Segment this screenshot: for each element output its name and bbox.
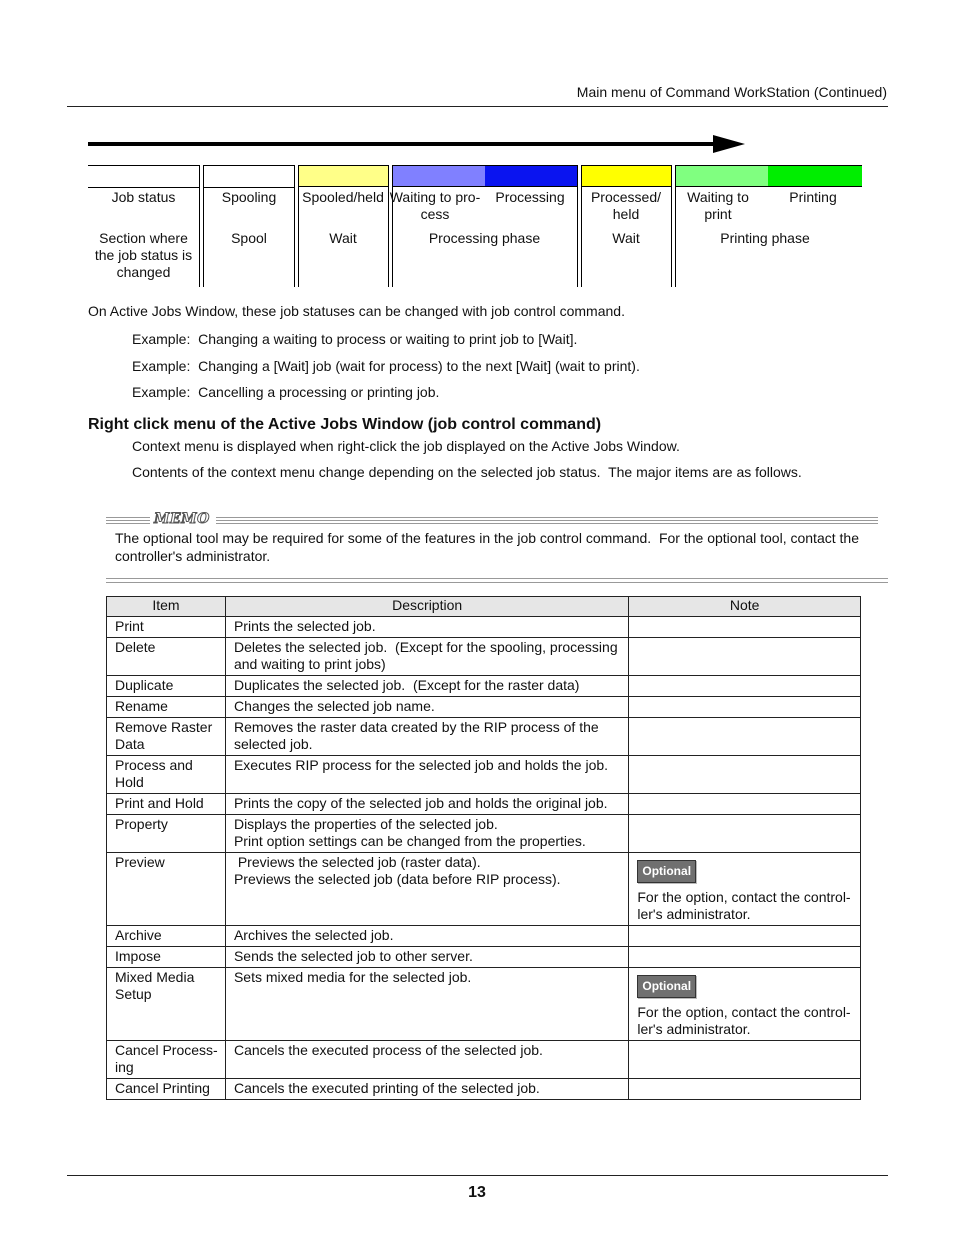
table-row [107, 676, 861, 697]
table-row [107, 853, 861, 926]
item-cell-line: Delete [115, 639, 156, 655]
description-cell [225, 1041, 628, 1079]
memo-bottom-line [106, 582, 888, 583]
table-row [107, 718, 861, 756]
memo-line [106, 523, 150, 524]
example-3: Example: Cancelling a processing or printing job. [132, 384, 440, 400]
item-cell-line: Property [115, 816, 168, 832]
column-divider [392, 165, 393, 287]
example-2: Example: Changing a [Wait] job (wait for process) to the next [Wait] (wait to print). [132, 358, 640, 374]
description-cell [225, 638, 628, 676]
column-header-description: Description [225, 597, 628, 617]
section-processing-phase: Processing phase [428, 230, 541, 246]
note-cell [629, 1079, 861, 1100]
section-paragraph-2: Contents of the context menu change depending on the selected job status. The major items are as follows. [132, 464, 802, 480]
item-cell-line: Cancel Printing [115, 1080, 210, 1096]
note-cell [629, 815, 861, 853]
status-spooled-held: Spooled/held [302, 189, 384, 205]
description-cell-line: Print option settings can be changed from the properties. [233, 833, 586, 849]
memo-line [216, 520, 878, 521]
section-spool: Spool [231, 230, 267, 246]
note-cell [629, 756, 861, 794]
description-cell-line: and waiting to print jobs) [233, 656, 386, 672]
description-cell [225, 718, 628, 756]
swatch-spooled-held [298, 165, 388, 187]
column-divider [671, 165, 672, 287]
table-header-row [107, 597, 861, 617]
description-cell [225, 1079, 628, 1100]
header-top-line [204, 165, 294, 166]
note-cell [629, 718, 861, 756]
column-header-item: Item [107, 597, 226, 617]
item-cell-line: Setup [115, 986, 152, 1002]
table-row [107, 968, 861, 1041]
flow-arrow-line [88, 142, 718, 146]
note-cell-line: ler's administrator. [637, 906, 751, 922]
page-number: 13 [468, 1184, 486, 1201]
table-row [107, 815, 861, 853]
item-cell [107, 815, 226, 853]
description-cell [225, 794, 628, 815]
item-cell [107, 697, 226, 718]
item-cell-line: Remove Raster [115, 719, 213, 735]
section-title: Right click menu of the Active Jobs Window (job control command) [88, 416, 602, 433]
description-cell [225, 676, 628, 697]
note-cell [629, 697, 861, 718]
note-cell [629, 947, 861, 968]
description-cell-line: Archives the selected job. [233, 927, 394, 943]
item-cell-line: Preview [115, 854, 165, 870]
item-cell-line: Rename [115, 698, 168, 714]
description-cell-line: Sets mixed media for the selected job. [233, 969, 472, 985]
note-cell-line: For the option, contact the control- [637, 889, 851, 905]
swatch-waiting-print [676, 165, 768, 187]
section-printing-phase: Printing phase [720, 230, 810, 246]
description-cell-line: Sends the selected job to other server. [233, 948, 473, 964]
item-cell [107, 638, 226, 676]
description-cell [225, 697, 628, 718]
description-cell-line: Previews the selected job (data before RIP process). [233, 871, 561, 887]
header-title: Main menu of Command WorkStation (Continued) [576, 84, 887, 100]
job-status-diagram [88, 128, 863, 288]
column-header-note: Note [629, 597, 861, 617]
table-row [107, 638, 861, 676]
description-cell-line: Executes RIP process for the selected job and holds the job. [233, 757, 609, 773]
header-bottom-line [204, 187, 294, 188]
item-cell-line: Hold [115, 774, 144, 790]
note-cell-line: ler's administrator. [637, 1021, 751, 1037]
column-divider [581, 165, 582, 287]
item-cell-line: ing [115, 1059, 134, 1075]
note-cell [629, 968, 861, 1041]
item-cell-line: Archive [115, 927, 162, 943]
table-row [107, 697, 861, 718]
item-cell-line: Mixed Media [115, 969, 195, 985]
table-row [107, 617, 861, 638]
status-printing: Printing [789, 189, 837, 205]
memo-text-1: The optional tool may be required for some of the features in the job control command. For the optional tool, contact the [115, 530, 859, 546]
description-cell-line: Changes the selected job name. [233, 698, 435, 714]
note-cell-line: For the option, contact the control- [637, 1004, 851, 1020]
item-cell-line: Impose [115, 948, 161, 964]
memo-line [106, 517, 150, 518]
swatch-processing [485, 165, 578, 187]
optional-badge: Optional [637, 975, 696, 998]
item-cell [107, 718, 226, 756]
swatch-processed-held [581, 165, 671, 187]
header-bottom-line [88, 187, 199, 188]
column-divider [298, 165, 299, 287]
description-cell [225, 853, 628, 926]
column-divider [675, 165, 676, 287]
item-cell [107, 617, 226, 638]
section-wait-1: Wait [329, 230, 357, 246]
description-cell [225, 815, 628, 853]
swatch-printing [768, 165, 862, 187]
job-control-command-table [106, 596, 861, 1100]
table-row [107, 947, 861, 968]
item-cell [107, 756, 226, 794]
note-cell [629, 926, 861, 947]
description-cell [225, 617, 628, 638]
description-cell-line: Displays the properties of the selected job. [233, 816, 498, 832]
item-cell-line: Print and Hold [115, 795, 204, 811]
column-divider [203, 165, 204, 287]
item-cell [107, 1079, 226, 1100]
note-cell [629, 1041, 861, 1079]
item-cell-line: Data [115, 736, 145, 752]
item-cell [107, 794, 226, 815]
status-spooling: Spooling [221, 189, 277, 205]
description-cell [225, 756, 628, 794]
item-cell [107, 947, 226, 968]
note-cell [629, 853, 861, 926]
description-cell-line: selected job. [233, 736, 313, 752]
note-cell [629, 794, 861, 815]
note-cell [629, 676, 861, 697]
status-processed-held: Processed/ held [590, 189, 662, 222]
memo-bottom-line [106, 578, 888, 579]
description-cell-line: Cancels the executed process of the selected job. [233, 1042, 543, 1058]
header-rule [67, 106, 888, 107]
table-row [107, 1079, 861, 1100]
optional-badge: Optional [637, 860, 696, 883]
footer-rule [67, 1175, 888, 1176]
note-cell [629, 617, 861, 638]
memo-line [216, 523, 878, 524]
item-cell [107, 968, 226, 1041]
description-cell-line: Prints the copy of the selected job and holds the original job. [233, 795, 608, 811]
flow-arrow-head [713, 135, 745, 153]
swatch-waiting-process [392, 165, 485, 187]
table-row [107, 756, 861, 794]
column-divider [577, 165, 578, 287]
item-cell [107, 853, 226, 926]
memo-line [216, 517, 878, 518]
description-cell [225, 926, 628, 947]
table-row [107, 926, 861, 947]
item-cell-line: Print [115, 618, 144, 634]
section-paragraph-1: Context menu is displayed when right-click the job displayed on the Active Jobs Window. [132, 438, 680, 454]
intro-line: On Active Jobs Window, these job statuses can be changed with job control command. [88, 303, 625, 319]
status-waiting-print: Waiting to print [687, 189, 749, 222]
description-cell-line: Duplicates the selected job. (Except for the raster data) [233, 677, 580, 693]
memo-label: MEMO [154, 511, 210, 527]
section-wait-2: Wait [612, 230, 640, 246]
description-cell-line: Cancels the executed printing of the selected job. [233, 1080, 540, 1096]
description-cell [225, 947, 628, 968]
item-cell [107, 1041, 226, 1079]
memo-text-2: controller's administrator. [115, 548, 271, 564]
header-top-line [88, 165, 199, 166]
item-cell-line: Cancel Process- [115, 1042, 218, 1058]
table-row [107, 1041, 861, 1079]
status-processing: Processing [495, 189, 565, 205]
item-cell [107, 676, 226, 697]
column-divider [294, 165, 295, 287]
description-cell-line: Deletes the selected job. (Except for the spooling, processing [233, 639, 618, 655]
row-label-section: Section where the job status is changed [94, 230, 193, 280]
note-cell [629, 638, 861, 676]
column-divider [388, 165, 389, 287]
column-divider [199, 165, 200, 287]
item-cell-line: Process and [115, 757, 193, 773]
table-body [107, 617, 861, 1100]
example-1: Example: Changing a waiting to process or waiting to print job to [Wait]. [132, 331, 578, 347]
item-cell-line: Duplicate [115, 677, 174, 693]
item-cell [107, 926, 226, 947]
memo-line [106, 520, 150, 521]
description-cell-line: Previews the selected job (raster data). [233, 854, 481, 870]
row-label-job-status: Job status [111, 189, 176, 205]
status-waiting-process: Waiting to pro- cess [389, 189, 481, 222]
description-cell [225, 968, 628, 1041]
table-row [107, 794, 861, 815]
description-cell-line: Removes the raster data created by the RIP process of the [233, 719, 599, 735]
description-cell-line: Prints the selected job. [233, 618, 376, 634]
